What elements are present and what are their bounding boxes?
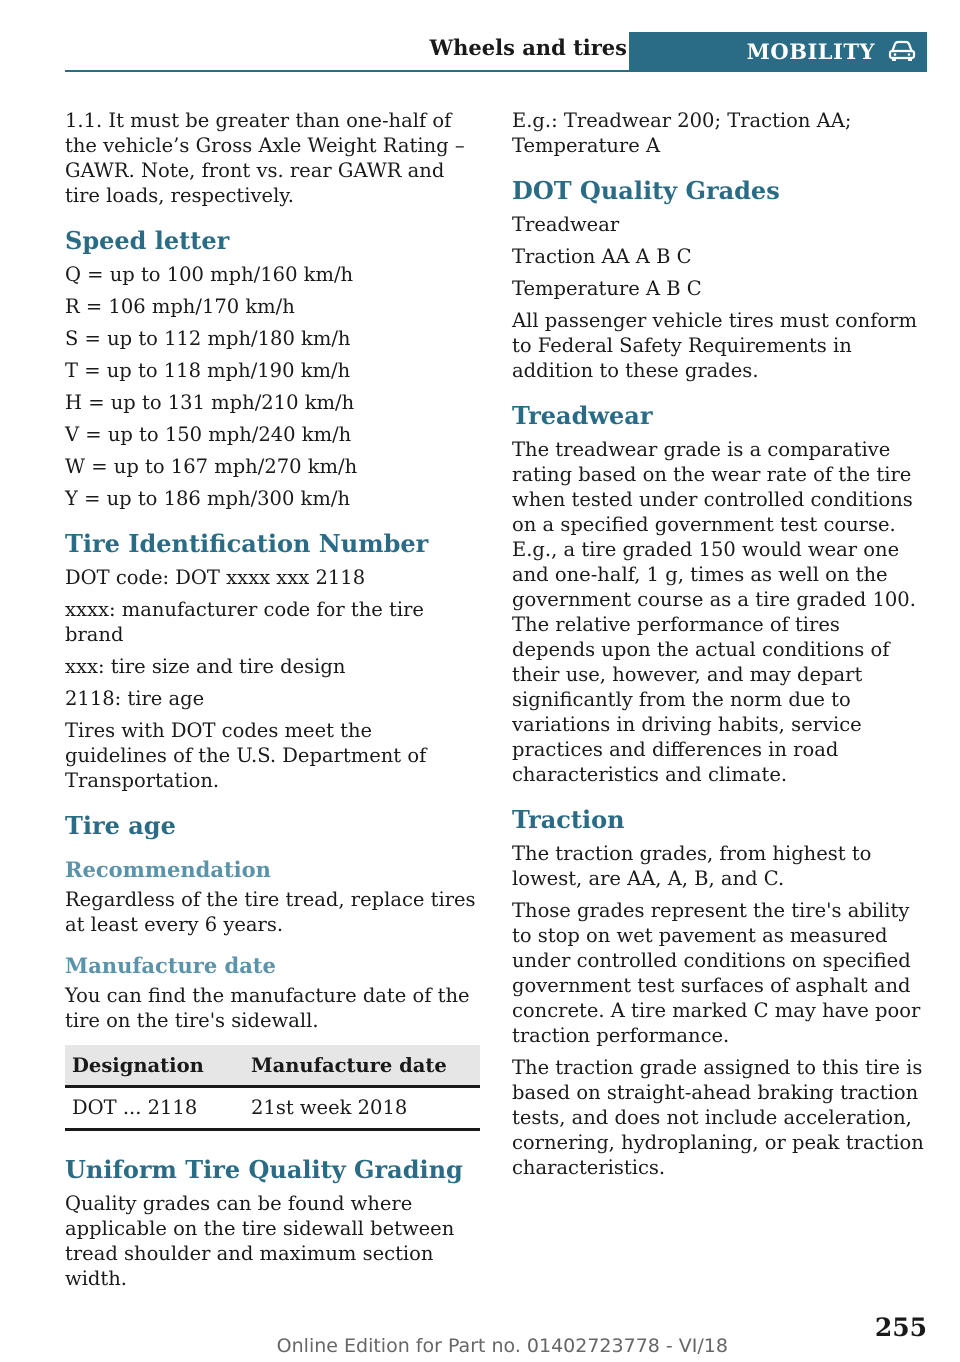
right-column <box>512 108 927 1187</box>
manufacture-date-text: You can find the manufacture date of the tire on the tire's sidewall. <box>65 984 470 1032</box>
utqg-text: Quality grades can be found where applicable on the tire sidewall between tread shoulder and maximum section width. <box>65 1192 455 1290</box>
chapter-tab <box>629 32 927 70</box>
tin-item: xxx: tire size and tire design <box>65 655 346 678</box>
tin-item: 2118: tire age <box>65 687 205 710</box>
example-paragraph: E.g.: Treadwear 200; Traction AA; Temperature A <box>512 109 852 157</box>
manufacture-date-table <box>65 1045 480 1131</box>
dot-item: Treadwear <box>512 213 620 236</box>
recommendation-heading: Recommendation <box>65 857 271 882</box>
page-header <box>65 32 927 72</box>
table-header: Manufacture date <box>244 1045 480 1087</box>
traction-heading: Traction <box>512 805 625 834</box>
dot-item: Temperature A B C <box>512 277 702 300</box>
speed-item: H = up to 131 mph/210 km/h <box>65 391 355 414</box>
tin-item: Tires with DOT codes meet the guidelines of the U.S. Department of Transportation. <box>65 719 427 792</box>
table-cell: DOT ... 2118 <box>65 1087 244 1130</box>
recommendation-text: Regardless of the tire tread, replace tires at least every 6 years. <box>65 888 476 936</box>
speed-item: V = up to 150 mph/240 km/h <box>65 423 352 446</box>
speed-item: R = 106 mph/170 km/h <box>65 295 295 318</box>
dot-item: All passenger vehicle tires must conform to Federal Safety Requirements in addition to these grades. <box>512 309 917 382</box>
section-title: Wheels and tires <box>429 35 627 60</box>
table-row <box>65 1087 480 1130</box>
left-column <box>65 108 480 1298</box>
speed-item: Y = up to 186 mph/300 km/h <box>65 487 350 510</box>
chapter-label: MOBILITY <box>746 38 875 64</box>
table-cell: 21st week 2018 <box>244 1087 480 1130</box>
intro-paragraph: 1.1. It must be greater than one-half of the vehicle’s Gross Axle Weight Rating – GAWR. Note, front vs. rear GAWR and tire loads, respectively. <box>65 109 465 207</box>
speed-item: T = up to 118 mph/190 km/h <box>65 359 351 382</box>
traction-item: The traction grades, from highest to lowest, are AA, A, B, and C. <box>512 842 872 890</box>
table-header: Designation <box>65 1045 244 1087</box>
tire-age-heading: Tire age <box>65 811 176 840</box>
car-icon <box>887 39 917 63</box>
treadwear-heading: Treadwear <box>512 401 653 430</box>
tin-item: xxxx: manufacturer code for the tire brand <box>65 598 424 646</box>
traction-item: The traction grade assigned to this tire is based on straight-ahead braking traction tests, and does not include acceleration, cornering, hydroplaning, or peak traction characteristics. <box>512 1056 924 1179</box>
page-number: 255 <box>874 1313 927 1342</box>
header-rule <box>65 70 927 72</box>
tin-item: DOT code: DOT xxxx xxx 2118 <box>65 566 366 589</box>
speed-item: Q = up to 100 mph/160 km/h <box>65 263 354 286</box>
traction-item: Those grades represent the tire's ability to stop on wet pavement as measured under controlled conditions on specified government test surfaces of asphalt and concrete. A tire marked C may have poor traction performance. <box>512 899 921 1047</box>
footer-edition: Online Edition for Part no. 01402723778 - VI/18 <box>276 1335 728 1357</box>
manufacture-date-heading: Manufacture date <box>65 953 276 978</box>
speed-item: W = up to 167 mph/270 km/h <box>65 455 358 478</box>
dot-item: Traction AA A B C <box>512 245 692 268</box>
tin-heading: Tire Identification Number <box>65 529 429 558</box>
treadwear-text: The treadwear grade is a comparative rating based on the wear rate of the tire when tested under controlled conditions on a specified government test course. E.g., a tire graded 150 would wear one and one-half, 1 g, times as well on the government course as a tire graded 100. The relative performance of tires depends upon the actual conditions of their use, however, and may depart significantly from the norm due to variations in driving habits, service practices and differences in road characteristics and climate. <box>512 438 916 786</box>
utqg-heading: Uniform Tire Quality Grading <box>65 1155 463 1184</box>
table-header-row <box>65 1045 480 1087</box>
dot-quality-heading: DOT Quality Grades <box>512 176 780 205</box>
speed-letter-heading: Speed letter <box>65 226 230 255</box>
speed-item: S = up to 112 mph/180 km/h <box>65 327 351 350</box>
